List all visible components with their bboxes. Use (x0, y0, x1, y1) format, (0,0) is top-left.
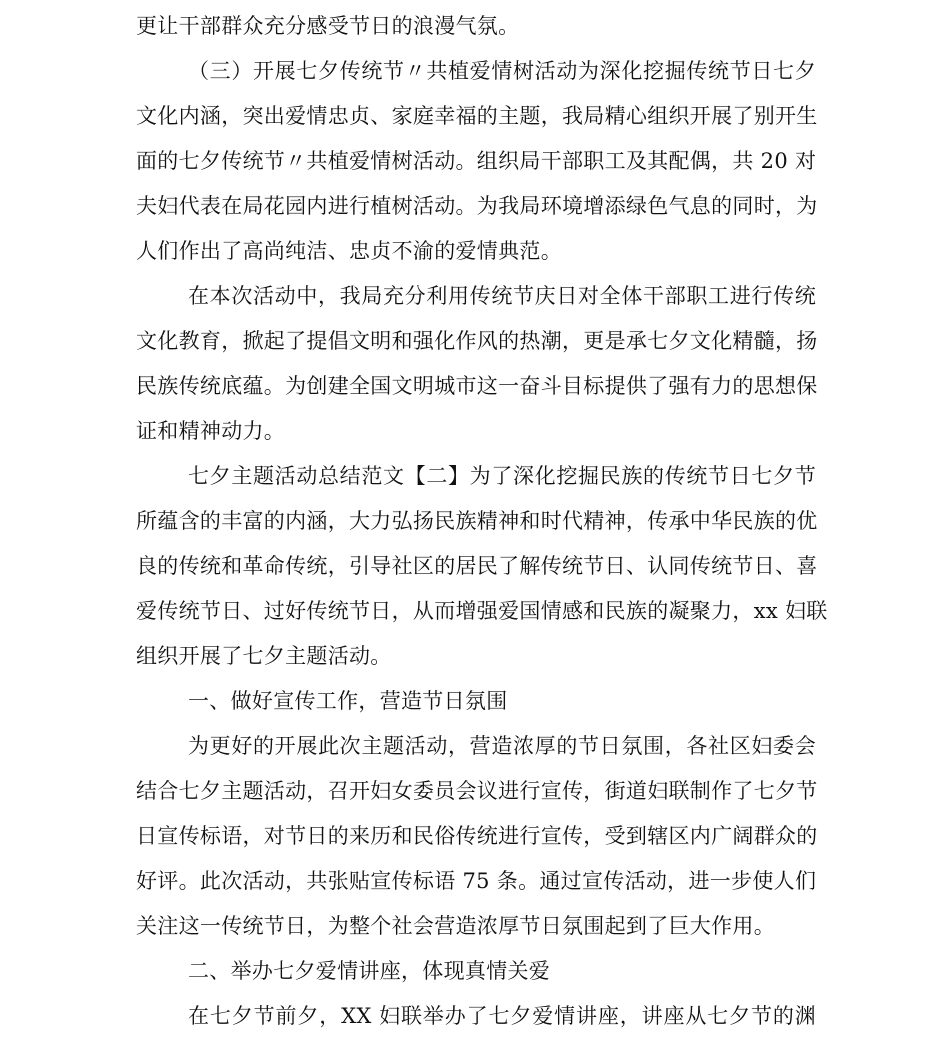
text-line: 组织开展了七夕主题活动。 (136, 644, 392, 668)
text-line: 民族传统底蕴。为创建全国文明城市这一奋斗目标提供了强有力的思想保 (136, 374, 818, 398)
section-heading: 二、举办七夕爱情讲座，体现真情关爱 (188, 959, 551, 983)
text-line: 证和精神动力。 (136, 419, 286, 443)
text-line: 文化教育，掀起了提倡文明和强化作风的热潮，更是承七夕文化精髓，扬 (136, 329, 818, 353)
section-heading: 一、做好宣传工作，营造节日氛围 (188, 689, 508, 713)
text-line: 关注这一传统节日，为整个社会营造浓厚节日氛围起到了巨大作用。 (136, 914, 775, 938)
text-line: 面的七夕传统节〃共植爱情树活动。组织局干部职工及其配偶，共 20 对 (136, 149, 817, 173)
section-heading-line: （三）开展七夕传统节〃共植爱情树活动为深化挖掘传统节日七夕 (188, 59, 816, 83)
text-line: 好评。此次活动，共张贴宣传标语 75 条。通过宣传活动，进一步使人们 (136, 869, 817, 893)
paragraph-start-line: 在本次活动中，我局充分利用传统节庆日对全体干部职工进行传统 (188, 284, 816, 308)
paragraph-start-line: 在七夕节前夕，XX 妇联举办了七夕爱情讲座，讲座从七夕节的渊 (188, 1004, 816, 1028)
text-line: 结合七夕主题活动，召开妇女委员会议进行宣传，街道妇联制作了七夕节 (136, 779, 818, 803)
text-line: 文化内涵，突出爱情忠贞、家庭幸福的主题，我局精心组织开展了别开生 (136, 104, 818, 128)
text-line: 人们作出了高尚纯洁、忠贞不渝的爱情典范。 (136, 239, 562, 263)
paragraph-start-line: 七夕主题活动总结范文【二】为了深化挖掘民族的传统节日七夕节 (188, 464, 816, 488)
text-line: 爱传统节日、过好传统节日，从而增强爱国情感和民族的凝聚力，xx 妇联 (136, 599, 828, 623)
paragraph-start-line: 为更好的开展此次主题活动，营造浓厚的节日氛围，各社区妇委会 (188, 734, 816, 758)
text-line: 良的传统和革命传统，引导社区的居民了解传统节日、认同传统节日、喜 (136, 554, 818, 578)
text-line: 日宣传标语，对节日的来历和民俗传统进行宣传，受到辖区内广阔群众的 (136, 824, 818, 848)
text-line: 夫妇代表在局花园内进行植树活动。为我局环境增添绿色气息的同时，为 (136, 194, 818, 218)
text-line: 更让干部群众充分感受节日的浪漫气氛。 (136, 14, 520, 38)
text-line: 所蕴含的丰富的内涵，大力弘扬民族精神和时代精神，传承中华民族的优 (136, 509, 818, 533)
